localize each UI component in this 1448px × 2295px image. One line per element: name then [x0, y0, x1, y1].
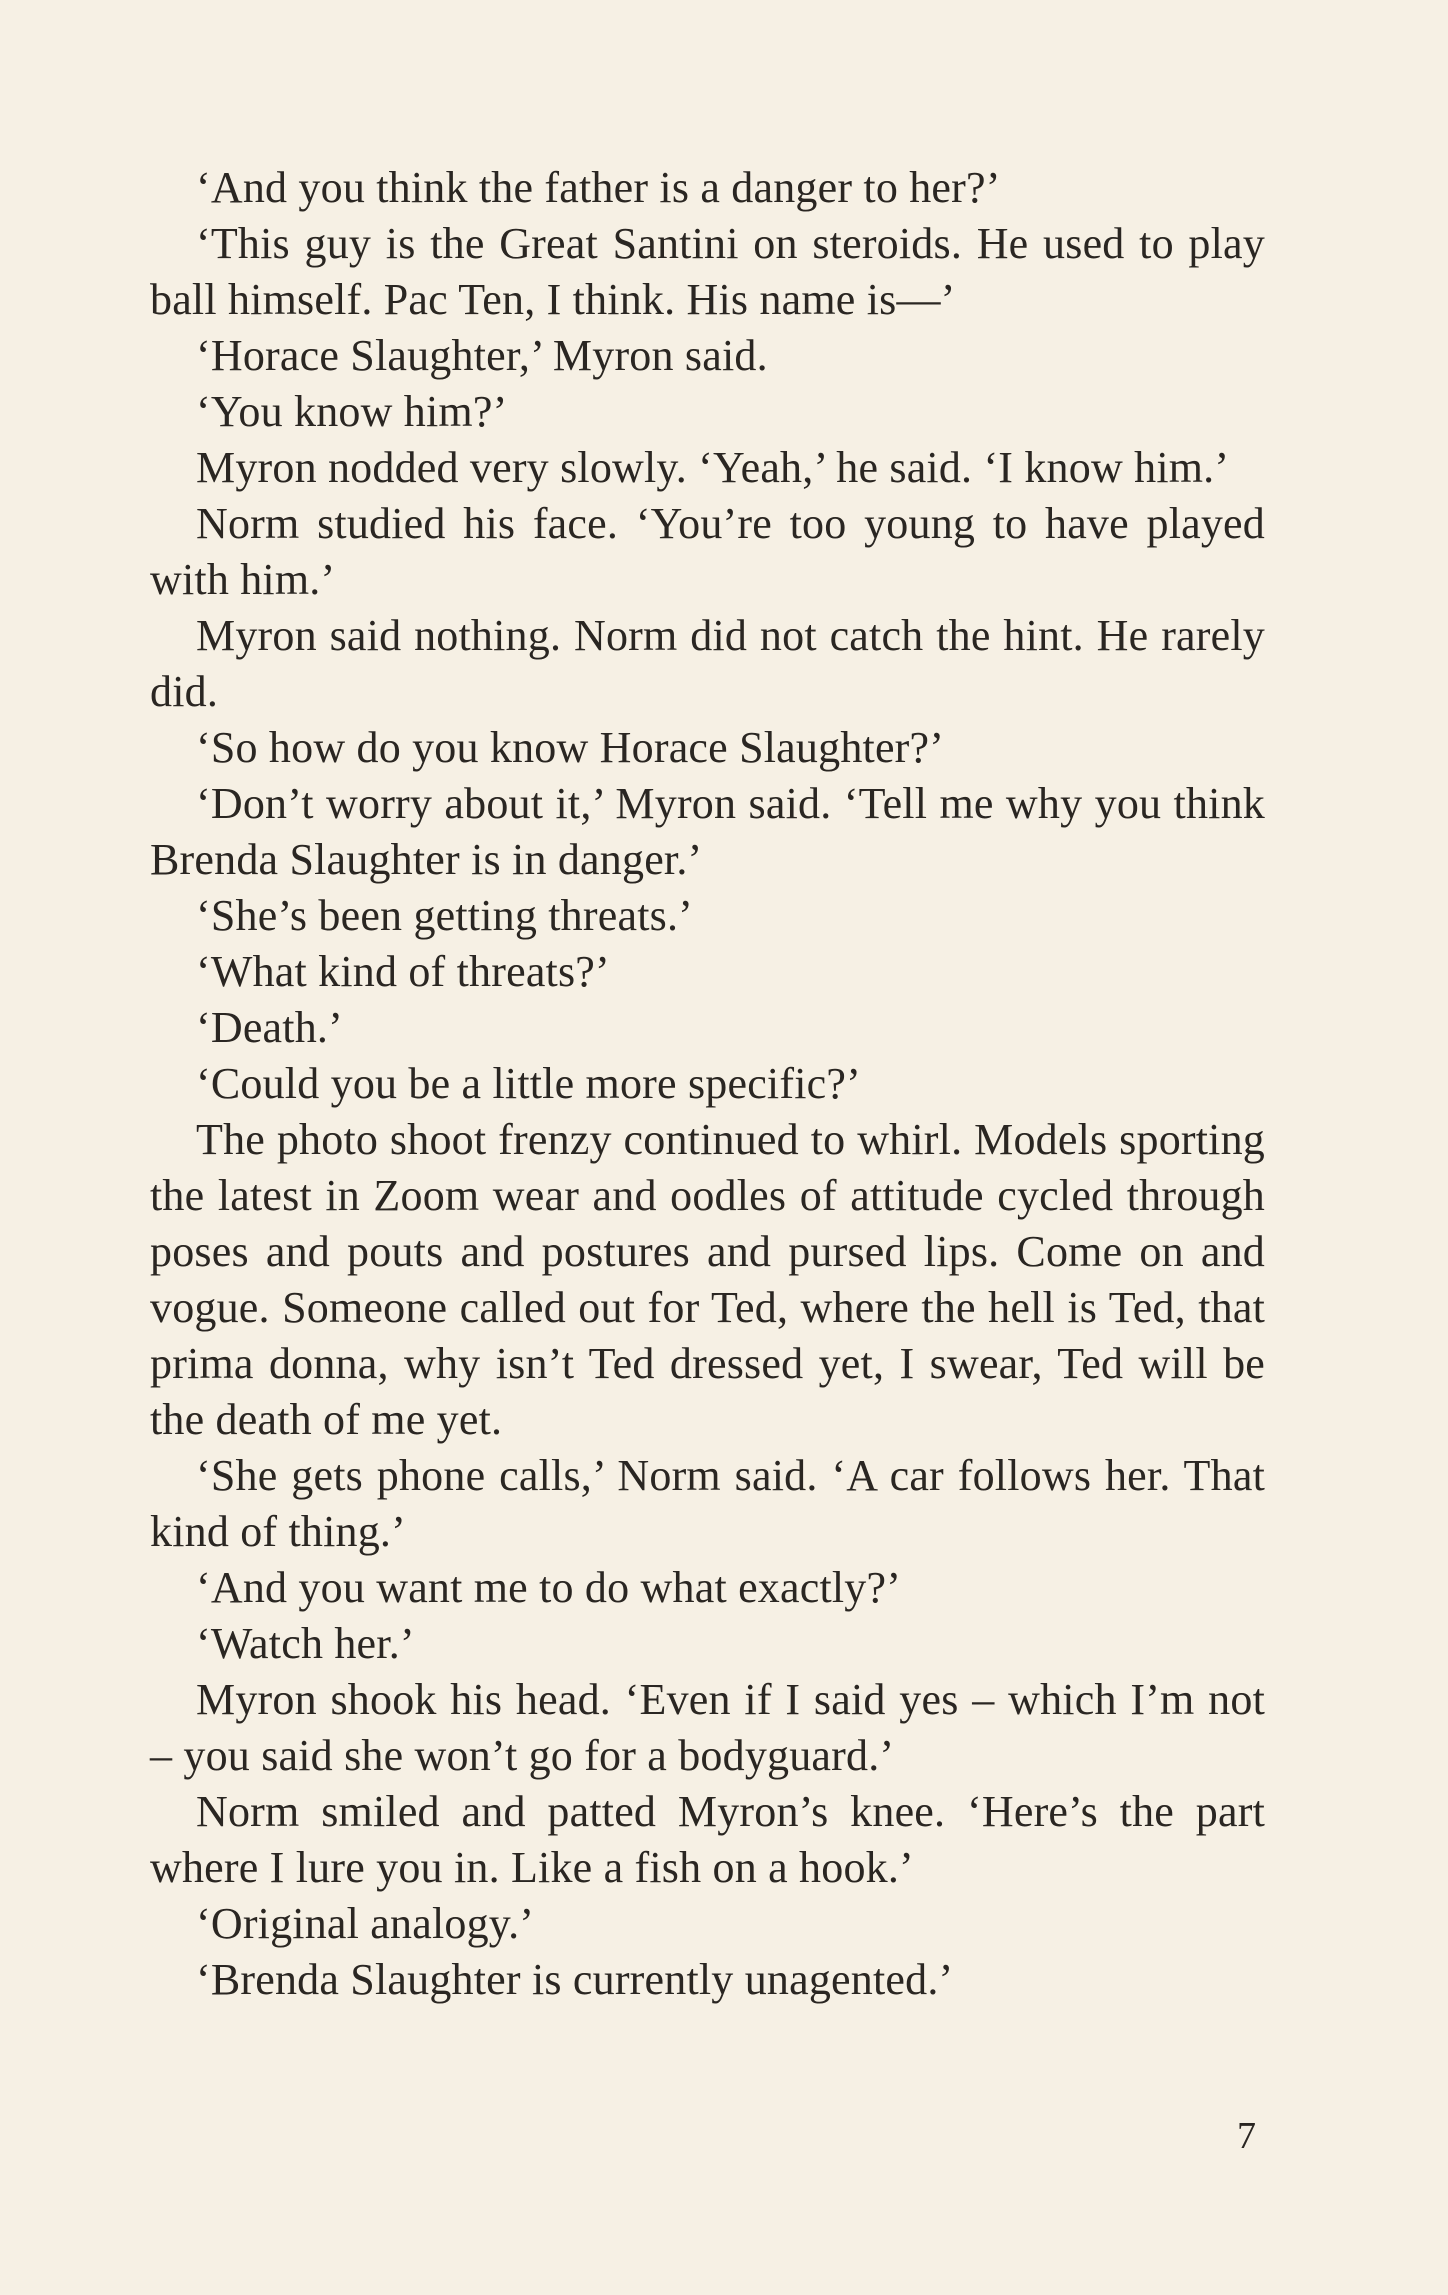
paragraph: ‘And you think the father is a danger to her?’ [196, 163, 1001, 212]
paragraph: ‘Don’t worry about it,’ Myron said. ‘Tell me why you think Brenda Slaughter is in danger.’ [150, 779, 1265, 884]
paragraph: ‘Death.’ [196, 1003, 343, 1052]
paragraph: Myron shook his head. ‘Even if I said yes – which I’m not – you said she won’t go for a bodyguard.’ [150, 1675, 1265, 1780]
page-number: 7 [1237, 2115, 1256, 2157]
paragraph: Myron said nothing. Norm did not catch the hint. He rarely did. [150, 611, 1265, 716]
paragraph: ‘Could you be a little more specific?’ [196, 1059, 861, 1108]
body-text [150, 160, 1265, 2008]
paragraph: ‘You know him?’ [196, 387, 508, 436]
paragraph: ‘She’s been getting threats.’ [196, 891, 693, 940]
paragraph: Norm smiled and patted Myron’s knee. ‘Here’s the part where I lure you in. Like a fish on a hook.’ [150, 1787, 1265, 1892]
paragraph: ‘She gets phone calls,’ Norm said. ‘A car follows her. That kind of thing.’ [150, 1451, 1265, 1556]
paragraph: ‘Horace Slaughter,’ Myron said. [196, 331, 768, 380]
paragraph: ‘This guy is the Great Santini on steroids. He used to play ball himself. Pac Ten, I think. His name is—’ [150, 219, 1265, 324]
paragraph: ‘Brenda Slaughter is currently unagented.’ [196, 1955, 954, 2004]
paragraph: The photo shoot frenzy continued to whirl. Models sporting the latest in Zoom wear and oodles of attitude cycled through poses and pouts and postures and pursed lips. Come on and vogue. Someone called out for Ted, where the hell is Ted, that prima donna, why isn’t Ted dressed yet, I swear, Ted will be the death of me yet. [150, 1115, 1265, 1444]
paragraph: Norm studied his face. ‘You’re too young to have played with him.’ [150, 499, 1265, 604]
paragraph: ‘So how do you know Horace Slaughter?’ [196, 723, 945, 772]
paragraph: ‘What kind of threats?’ [196, 947, 610, 996]
paragraph: ‘Original analogy.’ [196, 1899, 535, 1948]
paragraph: Myron nodded very slowly. ‘Yeah,’ he said. ‘I know him.’ [196, 443, 1230, 492]
paragraph: ‘And you want me to do what exactly?’ [196, 1563, 902, 1612]
paragraph: ‘Watch her.’ [196, 1619, 415, 1668]
